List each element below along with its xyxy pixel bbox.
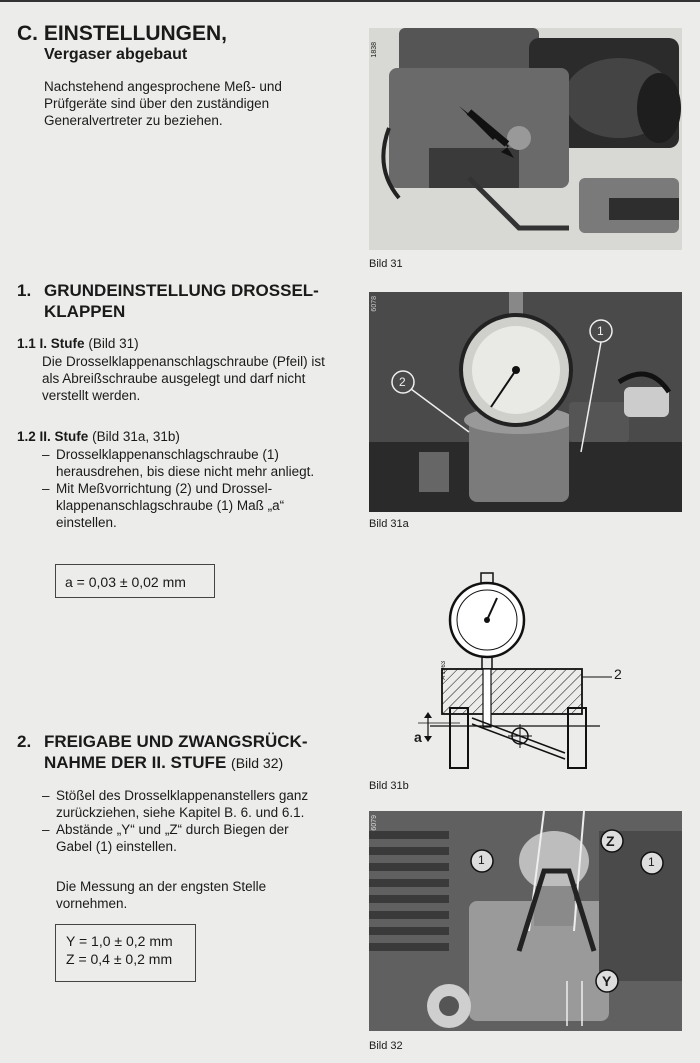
spec-z: Z = 0,4 ± 0,2 mm	[66, 951, 173, 967]
carburetor-photo-32	[369, 811, 682, 1031]
s12-label: II. Stufe	[39, 429, 89, 444]
section-1-2	[17, 428, 347, 445]
photo-bild-31	[369, 28, 682, 250]
part1-title: GRUNDEINSTELLUNG DROSSEL-KLAPPEN	[44, 281, 319, 321]
spec-y: Y = 1,0 ± 0,2 mm	[66, 933, 173, 949]
callout-1: 1	[597, 324, 604, 338]
section-subtitle: Vergaser abgebaut	[44, 46, 188, 63]
top-rule	[0, 0, 700, 2]
part2-note: Die Messung an der engsten Stelle vornehmen.	[56, 879, 267, 911]
part2-title: FREIGABE UND ZWANGSRÜCK-NAHME DER II. STUFE	[44, 732, 308, 772]
callout-1-right: 1	[648, 855, 655, 869]
s11-ref: (Bild 31)	[88, 336, 139, 351]
s11-text: Die Drosselklappenanschlagschraube (Pfeil) ist als Abreißschraube ausgelegt und darf nicht verstellt werden.	[42, 354, 325, 403]
s12-list	[42, 446, 317, 531]
part2-list	[42, 787, 327, 855]
caption-bild-31a: Bild 31a	[369, 518, 409, 530]
section-1-1	[17, 335, 347, 352]
photo-bild-32	[369, 811, 682, 1031]
spec-a: a = 0,03 ± 0,02 mm	[65, 574, 186, 590]
s12-ref: (Bild 31a, 31b)	[92, 429, 180, 444]
section-title: C. EINSTELLUNGEN,	[17, 22, 228, 45]
diagram-code: A 1963	[441, 661, 447, 680]
part2-number: 2.	[17, 732, 32, 751]
s11-number: 1.1	[17, 336, 36, 351]
s11-label: I. Stufe	[39, 336, 85, 351]
caption-bild-31: Bild 31	[369, 258, 403, 270]
diagram-label-a: a	[414, 729, 422, 745]
s12-number: 1.2	[17, 429, 36, 444]
list-item: – Stößel des Drosselklappenanstellers ganz zurückziehen, siehe Kapitel B. 6. und 6.1.	[42, 787, 327, 821]
part2-heading	[17, 731, 347, 775]
part2-ref: (Bild 32)	[231, 755, 284, 771]
callout-1-left: 1	[478, 853, 485, 867]
intro-text: Nachstehend angesprochene Meß- und Prüfgeräte sind über den zuständigen Generalvertreter zu beziehen.	[44, 79, 282, 128]
label-z: Z	[606, 833, 615, 849]
photo-bild-31a	[369, 292, 682, 512]
part1-number: 1.	[17, 281, 32, 300]
carburetor-photo-31	[369, 28, 682, 250]
part1-heading	[17, 280, 347, 324]
photo-code: 6079	[371, 815, 378, 831]
list-item: – Abstände „Y“ und „Z“ durch Biegen der Gabel (1) einstellen.	[42, 821, 327, 855]
list-item: – Drosselklappenanschlagschraube (1) herausdrehen, bis diese nicht mehr anliegt.	[42, 446, 317, 480]
caption-bild-32: Bild 32	[369, 1040, 403, 1052]
callout-2: 2	[399, 375, 406, 389]
photo-code: 1838	[371, 42, 378, 58]
list-item: – Mit Meßvorrichtung (2) und Drossel-klappenanschlagschraube (1) Maß „a“ einstellen.	[42, 480, 317, 531]
part2-title-block	[44, 731, 344, 774]
spec-box-a	[55, 564, 215, 598]
dial-gauge-photo	[369, 292, 682, 512]
spec-box-yz	[55, 924, 196, 982]
label-y: Y	[602, 973, 612, 989]
photo-code: 6078	[371, 296, 378, 312]
caption-bild-31b: Bild 31b	[369, 780, 409, 792]
diagram-label-2: 2	[614, 666, 622, 682]
